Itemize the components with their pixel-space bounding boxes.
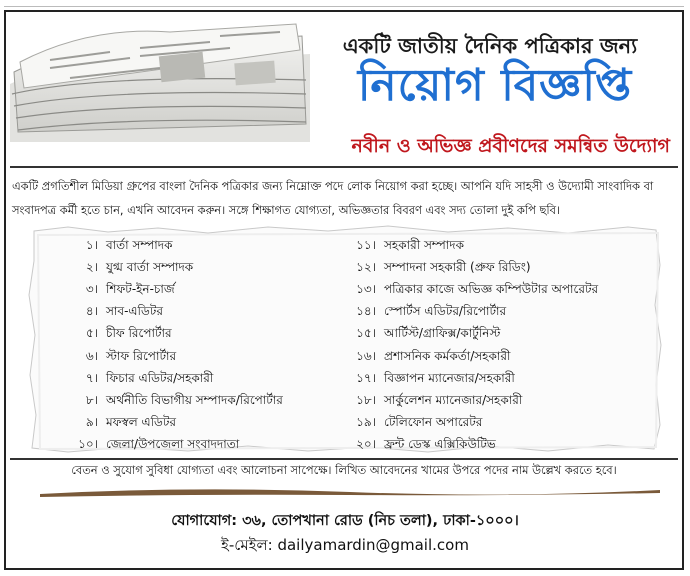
list-item: ৭। ফিচার এডিটর/সহকারী [56,369,283,391]
positions-left-column [56,236,283,457]
position-title: চীফ রিপোর্টার [106,326,172,341]
position-title: পত্রিকার কাজে অভিজ্ঞ কম্পিউটার অপারেটর [384,282,599,297]
position-title: প্রশাসনিক কর্মকর্তা/সহকারী [384,348,511,363]
ad-tagline: নবীন ও অভিজ্ঞ প্রবীণদের সমন্বিত উদ্যোগ [351,135,670,157]
position-title: স্টাফ রিপোর্টার [106,348,177,363]
position-title: আর্টিস্ট/গ্রাফিক্স/কার্টুনিস্ট [384,326,501,341]
position-title: সহকারী সম্পাদক [384,238,464,253]
position-title: মফস্বল এডিটর [106,414,177,429]
divider [10,458,678,460]
list-item: ২০। ফ্রন্ট ডেস্ক এক্সিকিউটিভ [334,435,598,457]
list-item: ১৫। আর্টিস্ট/গ্রাফিক্স/কার্টুনিস্ট [334,324,598,346]
position-title: বিজ্ঞাপন ম্যানেজার/সহকারী [384,370,515,385]
position-title: সাব-এডিটর [106,304,163,319]
ad-intro-paragraph: একটি প্রগতিশীল মিডিয়া গ্রুপের বাংলা দৈনিক পত্রিকার জন্য নিম্নোক্ত পদে লোক নিয়োগ করা হচ্ছে। আপনি যদি সাহসী ও উদ্যোমী সাংবাদিক বা সংবাদপত্র কর্মী হতে চান, এখনি আবেদন করুন। সঙ্গে শিক্ষাগত যোগ্যতা, অভিজ্ঞতার বিবরণ এবং সদ্য তোলা দুই কপি ছবি। [12,179,654,217]
newspaper-stack-image [10,14,310,142]
brush-stroke-divider [40,484,660,500]
position-title: অর্থনীতি বিভাগীয় সম্পাদক/রিপোর্টার [106,392,283,407]
position-title: ফিচার এডিটর/সহকারী [106,370,214,385]
list-item: ১৬। প্রশাসনিক কর্মকর্তা/সহকারী [334,346,598,368]
list-item: ১৯। টেলিফোন অপারেটর [334,413,598,435]
list-item: ১১। সহকারী সম্পাদক [334,236,598,258]
ad-contact-email: ই-মেইল: dailyamardin@gmail.com [221,536,469,554]
position-title: শিফট-ইন-চার্জ [106,282,175,297]
list-item: ১৮। সার্কুলেশন ম্যানেজার/সহকারী [334,391,598,413]
list-item: ১২। সম্পাদনা সহকারী (প্রুফ রিডিং) [334,258,598,280]
ad-contact-address: যোগাযোগ: ৩৬, তোপখানা রোড (নিচ তলা), ঢাকা-১০০০। [171,513,519,529]
ad-subtitle: একটি জাতীয় দৈনিক পত্রিকার জন্য [342,34,638,58]
list-item: ১০। জেলা/উপজেলা সংবাদদাতা [56,435,283,457]
list-item: ৫। চীফ রিপোর্টার [56,324,283,346]
position-title: স্পোর্টস এডিটর/রিপোর্টার [384,304,507,319]
position-title: জেলা/উপজেলা সংবাদদাতা [106,436,240,451]
position-title: যুগ্ম বার্তা সম্পাদক [106,260,194,275]
ad-headline: নিয়োগ বিজ্ঞপ্তি [357,60,633,111]
list-item: ১। বার্তা সম্পাদক [56,236,283,258]
position-title: টেলিফোন অপারেটর [384,414,483,429]
top-clipped-text [4,0,684,7]
list-item: ১৩। পত্রিকার কাজে অভিজ্ঞ কম্পিউটার অপারেটর [334,280,598,302]
list-item: ৮। অর্থনীতি বিভাগীয় সম্পাদক/রিপোর্টার [56,391,283,413]
list-item: ৬। স্টাফ রিপোর্টার [56,346,283,368]
list-item: ৪। সাব-এডিটর [56,302,283,324]
divider [10,166,678,168]
list-item: ২। যুগ্ম বার্তা সম্পাদক [56,258,283,280]
ad-footnote: বেতন ও সুযোগ সুবিধা যোগ্যতা এবং আলোচনা সাপেক্ষে। লিখিত আবেদনের খামের উপরে পদের নাম উল্লেখ করতে হবে। [71,463,617,477]
list-item: ১৭। বিজ্ঞাপন ম্যানেজার/সহকারী [334,369,598,391]
position-title: ফ্রন্ট ডেস্ক এক্সিকিউটিভ [384,436,496,451]
position-title: সার্কুলেশন ম্যানেজার/সহকারী [384,392,523,407]
position-title: সম্পাদনা সহকারী (প্রুফ রিডিং) [384,260,531,275]
list-item: ৯। মফস্বল এডিটর [56,413,283,435]
position-title: বার্তা সম্পাদক [106,238,173,253]
positions-right-column [334,236,598,457]
list-item: ৩। শিফট-ইন-চার্জ [56,280,283,302]
list-item: ১৪। স্পোর্টস এডিটর/রিপোর্টার [334,302,598,324]
